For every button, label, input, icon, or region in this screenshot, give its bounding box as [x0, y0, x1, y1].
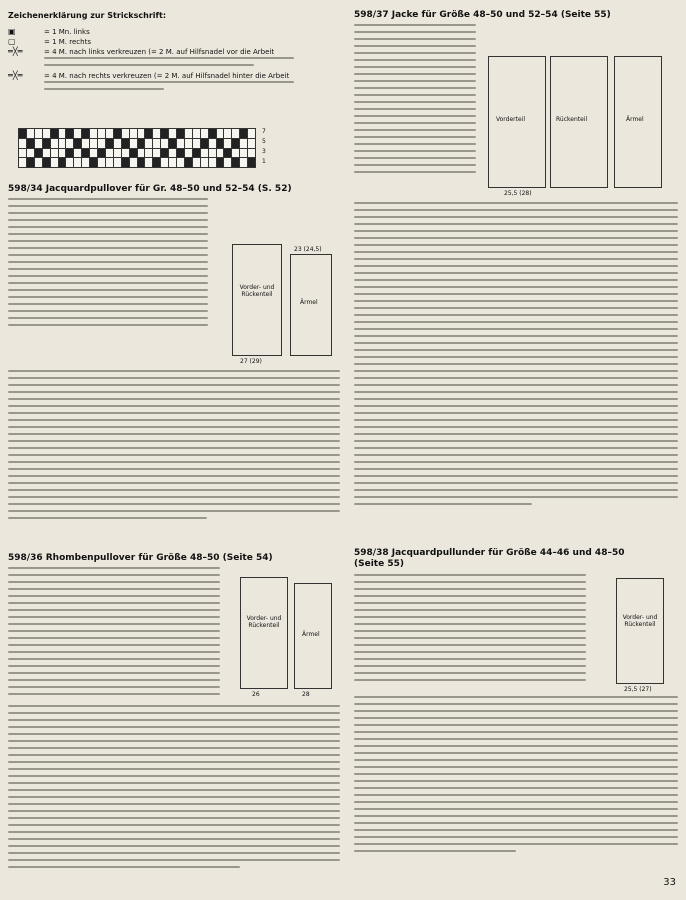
chart-cell: [74, 129, 81, 138]
chart-cell: [90, 129, 97, 138]
section-title: 598/38 Jacquardpullunder für Größe 44–46 und 48–50: [354, 548, 625, 558]
chart-cell: [43, 129, 50, 138]
chart-cell: [217, 139, 224, 148]
chart-cell: [240, 129, 247, 138]
chart-cell: [177, 139, 184, 148]
section-title: 598/34 Jacquardpullover für Gr. 48–50 und 52–54 (S. 52): [8, 184, 292, 194]
chart-cell: [240, 158, 247, 167]
chart-cell: [27, 158, 34, 167]
chart-cell: [201, 129, 208, 138]
chart-cell: [193, 149, 200, 158]
chart-cell: [66, 158, 73, 167]
chart-cell: [82, 158, 89, 167]
chart-cell: [185, 149, 192, 158]
chart-cell: [66, 149, 73, 158]
schematic-label: Vorder- und Rückenteil: [622, 614, 658, 628]
chart-cell: [240, 139, 247, 148]
chart-cell: [90, 149, 97, 158]
chart-cell: [19, 129, 26, 138]
chart-cell: [169, 129, 176, 138]
chart-cell: [201, 158, 208, 167]
width-label: 25,5 (27): [624, 686, 652, 693]
chart-cell: [153, 129, 160, 138]
chart-cell: [82, 149, 89, 158]
chart-cell: [161, 139, 168, 148]
chart-cell: [98, 149, 105, 158]
chart-cell: [74, 139, 81, 148]
chart-cell: [27, 149, 34, 158]
chart-row-label: 3: [262, 148, 266, 155]
chart-cell: [232, 139, 239, 148]
chart-cell: [209, 149, 216, 158]
width-label: 23 (24,5): [294, 246, 322, 253]
chart-cell: [19, 158, 26, 167]
chart-cell: [74, 149, 81, 158]
section-title: 598/37 Jacke für Größe 48–50 und 52–54 (Seite 55): [354, 10, 611, 20]
chart-cell: [161, 158, 168, 167]
chart-cell: [232, 149, 239, 158]
chart-cell: [169, 158, 176, 167]
chart-cell: [145, 149, 152, 158]
legend-text: = 1 M. rechts: [44, 37, 91, 46]
chart-cell: [153, 149, 160, 158]
chart-cell: [138, 149, 145, 158]
legend-symbol: ▣: [8, 27, 16, 36]
knitting-chart: [18, 128, 256, 168]
schematic-label: Ärmel: [626, 116, 644, 123]
chart-cell: [90, 158, 97, 167]
chart-cell: [122, 129, 129, 138]
chart-cell: [130, 139, 137, 148]
front-back-schematic: [616, 578, 664, 684]
chart-cell: [193, 139, 200, 148]
chart-cell: [43, 139, 50, 148]
chart-cell: [201, 139, 208, 148]
chart-cell: [59, 158, 66, 167]
chart-cell: [138, 158, 145, 167]
chart-cell: [74, 158, 81, 167]
section-subtitle: (Seite 55): [354, 559, 404, 569]
chart-row-label: 5: [262, 138, 266, 145]
front-back-schematic: [240, 577, 288, 689]
chart-cell: [51, 139, 58, 148]
chart-cell: [177, 149, 184, 158]
chart-cell: [35, 129, 42, 138]
section-598-36: [8, 553, 340, 893]
chart-cell: [130, 129, 137, 138]
chart-cell: [51, 149, 58, 158]
chart-cell: [98, 158, 105, 167]
chart-cell: [35, 158, 42, 167]
chart-cell: [153, 158, 160, 167]
chart-cell: [209, 139, 216, 148]
chart-cell: [224, 139, 231, 148]
chart-cell: [90, 139, 97, 148]
chart-cell: [193, 129, 200, 138]
chart-cell: [185, 158, 192, 167]
chart-row-label: 7: [262, 128, 266, 135]
chart-cell: [217, 158, 224, 167]
chart-cell: [98, 139, 105, 148]
chart-cell: [232, 158, 239, 167]
chart-cell: [106, 149, 113, 158]
front-back-schematic: [232, 244, 282, 356]
width-label: 26: [252, 691, 260, 698]
chart-row-label: 1: [262, 158, 266, 165]
section-598-37: [354, 10, 678, 530]
chart-cell: [27, 139, 34, 148]
chart-cell: [248, 158, 255, 167]
chart-cell: [106, 129, 113, 138]
section-598-34: [8, 184, 340, 544]
chart-cell: [106, 158, 113, 167]
chart-cell: [217, 129, 224, 138]
chart-cell: [82, 129, 89, 138]
chart-cell: [19, 149, 26, 158]
chart-cell: [114, 129, 121, 138]
page-number: 33: [663, 877, 676, 888]
legend-title: Zeichenerklärung zur Strickschrift:: [8, 11, 167, 20]
chart-cell: [169, 149, 176, 158]
chart-cell: [114, 158, 121, 167]
chart-cell: [248, 129, 255, 138]
chart-cell: [138, 129, 145, 138]
width-label: 25,5 (28): [504, 190, 532, 197]
chart-cell: [209, 158, 216, 167]
chart-cell: [248, 149, 255, 158]
legend-symbol: ═╳═: [8, 47, 23, 56]
chart-cell: [59, 139, 66, 148]
chart-cell: [114, 149, 121, 158]
schematic-label: Ärmel: [302, 631, 320, 638]
chart-cell: [130, 158, 137, 167]
width-label: 27 (29): [240, 358, 262, 365]
chart-cell: [201, 149, 208, 158]
chart-cell: [169, 139, 176, 148]
chart-cell: [240, 149, 247, 158]
chart-cell: [51, 158, 58, 167]
chart-cell: [185, 129, 192, 138]
chart-cell: [232, 129, 239, 138]
chart-cell: [19, 139, 26, 148]
legend-text: = 4 M. nach links verkreuzen (= 2 M. auf Hilfsnadel vor die Arbeit: [44, 47, 275, 56]
chart-cell: [177, 129, 184, 138]
chart-cell: [35, 139, 42, 148]
chart-cell: [51, 129, 58, 138]
chart-cell: [138, 139, 145, 148]
chart-cell: [217, 149, 224, 158]
chart-cell: [209, 129, 216, 138]
schematic-label: Vorder- und Rückenteil: [246, 615, 282, 629]
width-label: 28: [302, 691, 310, 698]
chart-cell: [35, 149, 42, 158]
legend-symbol: ▢: [8, 37, 16, 46]
schematic-label: Vorderteil: [496, 116, 526, 123]
chart-cell: [248, 139, 255, 148]
chart-cell: [122, 158, 129, 167]
chart-cell: [224, 158, 231, 167]
chart-cell: [122, 139, 129, 148]
chart-cell: [59, 129, 66, 138]
chart-cell: [177, 158, 184, 167]
chart-cell: [66, 129, 73, 138]
chart-cell: [161, 129, 168, 138]
chart-cell: [43, 149, 50, 158]
legend-symbol: ═╳═: [8, 71, 23, 80]
chart-cell: [27, 129, 34, 138]
chart-cell: [82, 139, 89, 148]
schematic-label: Vorder- und Rückenteil: [239, 284, 275, 298]
chart-cell: [224, 149, 231, 158]
chart-cell: [98, 129, 105, 138]
schematic-label: Ärmel: [300, 299, 318, 306]
chart-cell: [130, 149, 137, 158]
legend-text: = 1 Mn. links: [44, 27, 90, 36]
chart-cell: [114, 139, 121, 148]
chart-cell: [193, 158, 200, 167]
legend-block: [8, 10, 340, 172]
section-title: 598/36 Rhombenpullover für Größe 48–50 (Seite 54): [8, 553, 273, 563]
legend-text: = 4 M. nach rechts verkreuzen (= 2 M. auf Hilfsnadel hinter die Arbeit: [44, 71, 290, 80]
chart-cell: [153, 139, 160, 148]
chart-cell: [224, 129, 231, 138]
chart-cell: [145, 158, 152, 167]
chart-cell: [59, 149, 66, 158]
chart-cell: [66, 139, 73, 148]
chart-cell: [122, 149, 129, 158]
schematic-label: Rückenteil: [556, 116, 588, 123]
chart-cell: [161, 149, 168, 158]
chart-cell: [185, 139, 192, 148]
section-598-38: [354, 548, 678, 893]
chart-cell: [106, 139, 113, 148]
chart-cell: [145, 139, 152, 148]
chart-cell: [145, 129, 152, 138]
chart-cell: [43, 158, 50, 167]
